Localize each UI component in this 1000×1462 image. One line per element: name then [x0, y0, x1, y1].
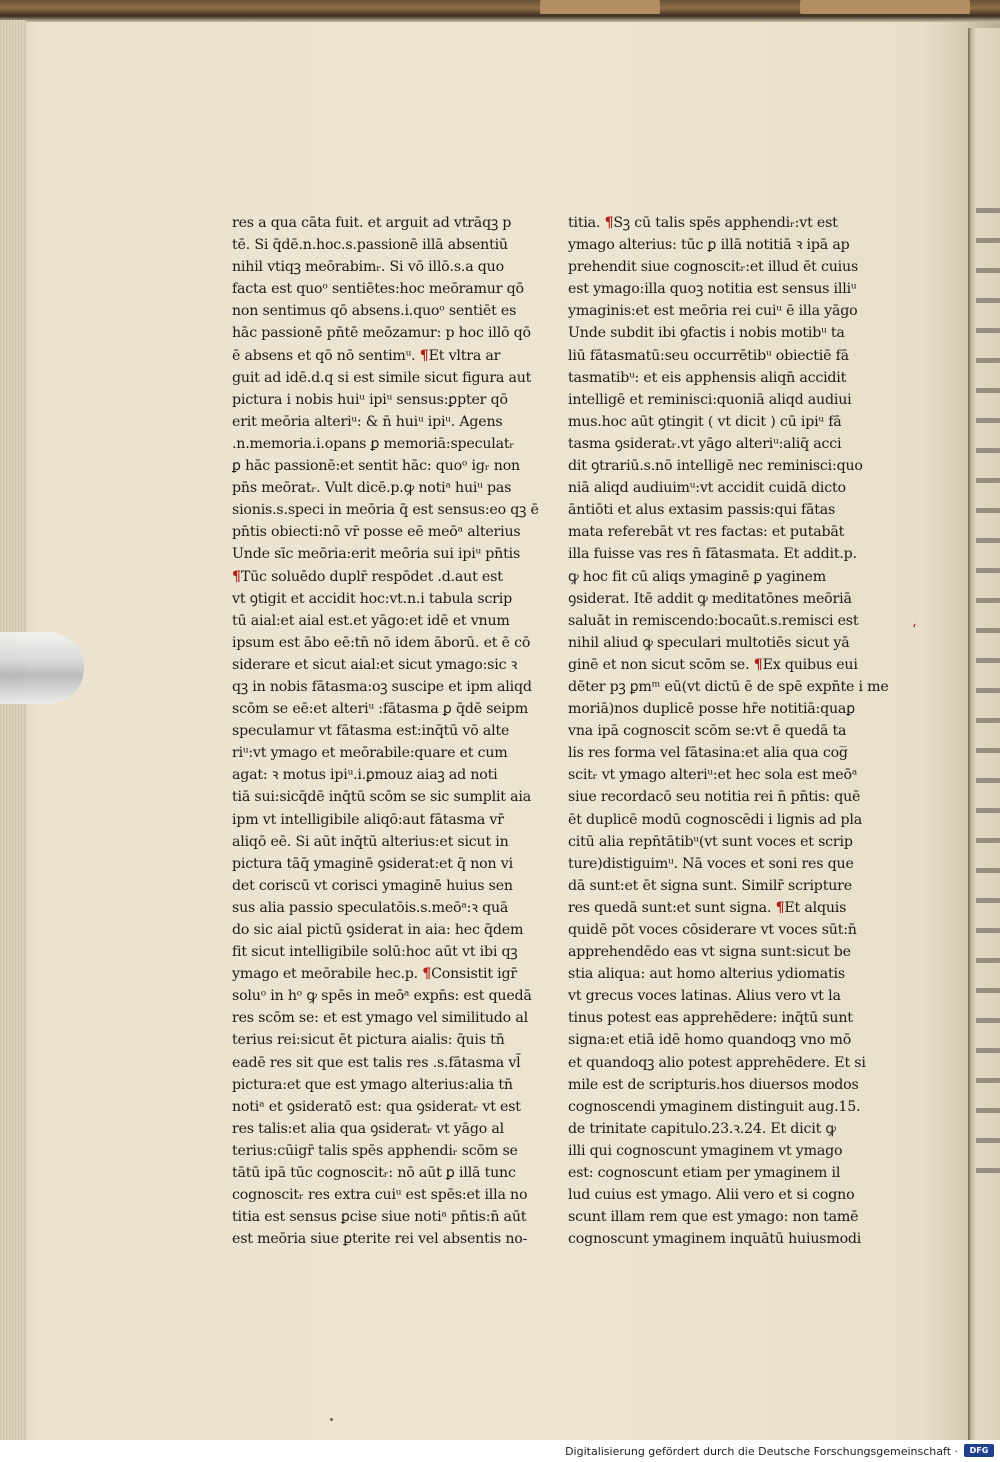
binding-tab [540, 0, 660, 14]
facing-text-fragment [976, 238, 1000, 243]
text-line: facta est quoᵒ sentiētes:hoc meōramur qō [232, 281, 524, 298]
text-line: lud cuius est ymago. Alii vero et si cogno [568, 1187, 855, 1204]
text-line: nihil aliud ꝙ speculari multotiēs sicut yā [568, 634, 850, 651]
digitization-footer [0, 1440, 1000, 1462]
text-line: tasmatibᵘ: et eis apphensis aliqn̄ accidit [568, 369, 847, 386]
text-line: det coriscū vt corisci ymaginē huius sen [232, 877, 513, 894]
text-line: qꝫ in nobis fātasma:oꝫ suscipe et ipm aliqd [232, 678, 532, 695]
rubric-margin-mark: ‘ [912, 622, 917, 638]
text-line: vna ipā cognoscit scōm se:vt ē quedā ta [568, 723, 847, 740]
facing-text-fragment [976, 658, 1000, 663]
text-line: terius rei:sicut ēt pictura aialis: q̄uis tn̄ [232, 1032, 505, 1049]
text-line: fit sicut intelligibile solū:hoc aūt vt ibi qꝫ [232, 944, 518, 961]
text-line: stia aliqua: aut homo alterius ydiomatis [568, 966, 845, 983]
text-line: mata referebāt vt res factas: et putabāt [568, 524, 845, 541]
dfg-logo: DFG [964, 1444, 994, 1457]
text-line: dēter pꝫ ꝑmᵐ eū(vt dictū ē de spē expn̄te i me [568, 678, 889, 695]
facing-text-fragment [976, 688, 1000, 693]
text-line: cognoscunt ymaginem inquātū huiusmodi [568, 1231, 862, 1248]
text-line: ē absens et qō nō sentimᵘ. ¶Et vltra ar [232, 347, 501, 364]
facing-text-fragment [976, 598, 1000, 603]
facing-text-fragment [976, 538, 1000, 543]
text-line: res scōm se: et est ymago vel similitudo al [232, 1010, 528, 1027]
text-line: lis res forma vel fātasina:et alia qua cog̅ [568, 745, 848, 762]
text-line: res talis:et alia qua ꝯsideratᵣ vt yāgo al [232, 1120, 504, 1137]
binding-tab [800, 0, 970, 14]
text-line: scōm se eē:et alteriᵘ :fātasma ꝑ q̄dē seipm [232, 701, 528, 718]
facing-text-fragment [976, 1048, 1000, 1053]
text-line: ymago et meōrabile hec.p. ¶Consistit igr̄ [232, 966, 517, 983]
facing-text-fragment [976, 388, 1000, 393]
facing-text-fragment [976, 898, 1000, 903]
facing-text-fragment [976, 1078, 1000, 1083]
text-line: nihil vtiqꝫ meōrabimᵣ. Si vō illō.s.a quo [232, 259, 504, 276]
text-line: pn̄tis obiecti:nō vr̄ posse eē meōᵃ alterius [232, 524, 521, 541]
text-line: saluāt in remiscendo:bocaūt.s.remisci est [568, 612, 859, 629]
text-line: niā aliqd audiuimᵘ:vt accidit cuidā dicto [568, 480, 846, 497]
facing-text-fragment [976, 358, 1000, 363]
text-line: vt ꝯtigit et accidit hoc:vt.n.i tabula scrip [232, 590, 512, 607]
page-speck [330, 1418, 333, 1421]
text-line: est ymago:illa quoꝫ notitia est sensus illiᵘ [568, 281, 857, 298]
text-line: moriā)nos duplicē posse hr̄e notitiā:quaꝑ [568, 701, 856, 718]
text-line: cognoscitᵣ res extra cuiᵘ est spēs:et illa no [232, 1187, 528, 1204]
text-line: ꝙ hoc fit cū aliqs ymaginē ꝑ yaginem [568, 568, 827, 585]
page-clamp [0, 632, 84, 704]
text-line: ꝯsiderat. Itē addit ꝙ meditatōnes meōriā [568, 590, 852, 607]
text-line: titia. ¶Sꝫ cū talis spēs apphendiᵣ:vt est [568, 215, 838, 231]
facing-text-fragment [976, 628, 1000, 633]
text-line: siderare et sicut aial:et sicut ymago:sic ꝛ [232, 656, 518, 673]
facing-text-fragment [976, 748, 1000, 753]
facing-text-fragment [976, 778, 1000, 783]
text-line: scunt illam rem que est ymago: non tamē [568, 1209, 859, 1226]
text-line: tinus potest eas apprehēdere: inq̄tū sunt [568, 1010, 853, 1027]
facing-text-fragment [976, 718, 1000, 723]
text-line: titia est sensus ꝑcise siue notiᵃ pn̄tis:n̄ aūt [232, 1209, 527, 1226]
facing-text-fragment [976, 958, 1000, 963]
text-line: sus alia passio speculatōis.s.meōᵃ:ꝛ quā [232, 899, 509, 916]
text-line: do sic aial pictū ꝯsiderat in aia: hec q̄dem [232, 922, 524, 938]
facing-text-fragment [976, 808, 1000, 813]
text-line: tē. Si q̄dē.n.hoc.s.passionē illā absentiū [232, 237, 508, 254]
text-line: ture)distiguimᵘ. Nā voces et soni res que [568, 855, 854, 872]
facing-text-fragment [976, 868, 1000, 873]
text-line: terius:cūigr̄ talis spēs apphendiᵣ scōm se [232, 1142, 518, 1159]
text-line: res quedā sunt:et sunt signa. ¶Et alquis [568, 899, 847, 916]
text-line: tātū ipā tūc cognoscitᵣ: nō aūt ꝑ illā tunc [232, 1165, 516, 1182]
text-line: tū aial:et aial est.et yāgo:et idē et vnum [232, 612, 510, 629]
text-line: ipm vt intelligibile aliqō:aut fātasma vr̄ [232, 811, 504, 828]
facing-text-fragment [976, 328, 1000, 333]
text-line: citū alia repn̄tātibᵘ(vt sunt voces et scrip [568, 833, 853, 850]
facing-text-fragment [976, 478, 1000, 483]
text-line: pictura i nobis huiᵘ ipiᵘ sensus:ꝑpter qō [232, 391, 508, 408]
text-line: hāc passionē pn̄tē meōzamur: p hoc illō qō [232, 325, 531, 342]
text-line: ipsum est ābo eē:tn̄ nō idem āborū. et ē cō [232, 634, 531, 651]
text-line: eadē res sit que est talis res .s.fātasma vl̄ [232, 1054, 521, 1071]
text-line: de trinitate capitulo.23.ꝛ.24. Et dicit ꝙ [568, 1120, 836, 1137]
left-text-column [232, 212, 572, 1250]
text-line: guit ad idē.d.q si est simile sicut figura aut [232, 369, 532, 386]
text-line: est: cognoscunt etiam per ymaginem il [568, 1165, 841, 1182]
text-line: erit meōria alteriᵘ: & n̄ huiᵘ ipiᵘ. Agens [232, 413, 503, 430]
facing-text-fragment [976, 268, 1000, 273]
text-line: signa:et etiā idē homo quandoqꝫ vno mō [568, 1032, 852, 1049]
text-line: tasma ꝯsideratᵣ.vt yāgo alteriᵘ:aliq̄ acci [568, 435, 842, 452]
text-line: ymago alterius: tūc ꝑ illā notitiā ꝛ ipā ap [568, 237, 850, 254]
text-line: ꝑ hāc passionē:et sentit hāc: quoᵒ igᵣ non [232, 458, 520, 475]
text-line: vt grecus voces latinas. Alius vero vt la [568, 988, 841, 1005]
facing-page-edge [968, 28, 1000, 1440]
text-line: ¶Tūc soluēdo duplr̄ respōdet .d.aut est [232, 568, 503, 585]
facing-text-fragment [976, 418, 1000, 423]
text-line: liū fātasmatū:seu occurrētibᵘ obiectiē fā [568, 347, 849, 364]
text-line: agat: ꝛ motus ipiᵘ.i.ꝑmouz aiaꝫ ad noti [232, 767, 498, 784]
text-line: mus.hoc aūt ꝯtingit ( vt dicit ) cū ipiᵘ fā [568, 413, 842, 430]
text-line: riᵘ:vt ymago et meōrabile:quare et cum [232, 745, 508, 762]
text-line: aliqō eē. Si aūt inq̄tū alterius:et sicut in [232, 833, 509, 850]
text-line: ginē et non sicut scōm se. ¶Ex quibus eui [568, 656, 858, 673]
text-line: tiā sui:sicq̄dē inq̄tū scōm se sic sumplit aia [232, 789, 531, 806]
right-text-column [568, 212, 908, 1250]
facing-text-fragment [976, 568, 1000, 573]
text-line: cognoscendi ymaginem distinguit aug.15. [568, 1098, 861, 1115]
text-line: mile est de scripturis.hos diuersos modos [568, 1076, 859, 1093]
facing-text-fragment [976, 208, 1000, 213]
text-line: dit ꝯtrariū.s.nō intelligē nec reminisci:quo [568, 458, 863, 475]
facing-text-fragment [976, 838, 1000, 843]
text-line: scitᵣ vt ymago alteriᵘ:et hec sola est meōᵃ [568, 767, 858, 784]
text-line: pn̄s meōratᵣ. Vult dicē.p.ꝙ notiᵃ huiᵘ pas [232, 480, 512, 497]
text-line: .n.memoria.i.opans ꝑ memoriā:speculatᵣ [232, 435, 515, 452]
text-line: Unde sīc meōria:erit meōria sui ipiᵘ pn̄tis [232, 546, 521, 563]
facing-text-fragment [976, 1018, 1000, 1023]
text-line: pictura tāq̄ ymaginē ꝯsiderat:et q̄ non vi [232, 855, 513, 872]
text-line: illi qui cognoscunt ymaginem vt ymago [568, 1142, 843, 1159]
text-line: siue recordacō seu notitia rei n̄ pn̄tis: quē [568, 789, 861, 806]
text-line: et quandoqꝫ alio potest apprehēdere. Et si [568, 1054, 866, 1071]
text-line: speculamur vt fātasma est:inq̄tū vō alte [232, 723, 510, 740]
text-line: Unde subdit ibi ꝯfactis i nobis motibᵘ ta [568, 325, 845, 342]
text-line: pictura:et que est ymago alterius:alia tn̄ [232, 1076, 513, 1093]
facing-text-fragment [976, 988, 1000, 993]
facing-text-fragment [976, 1108, 1000, 1113]
text-line: ymaginis:et est meōria rei cuiᵘ ē illa yāgo [568, 303, 858, 320]
text-line: quidē pōt voces cōsiderare vt voces sūt:n̄ [568, 922, 857, 938]
text-line: non sentimus qō absens.i.quoᵒ sentiēt es [232, 303, 517, 320]
text-line: res a qua cāta fuit. et arguit ad vtrāqꝫ p [232, 215, 512, 231]
book-top-edge [0, 0, 1000, 22]
text-line: ēt duplicē modū cognoscēdi i lignis ad pla [568, 811, 862, 828]
text-line: dā sunt:et ēt signa sunt. Similr̄ scripture [568, 877, 852, 894]
text-line: āntiōti et alus extasim passis:qui fātas [568, 502, 836, 519]
text-line: intelligē et reminisci:quoniā aliqd audiui [568, 391, 852, 408]
facing-text-fragment [976, 448, 1000, 453]
text-line: est meōria siue ꝑterite rei vel absentis no- [232, 1231, 528, 1248]
text-line: apprehendēdo eas vt signa sunt:sicut be [568, 944, 851, 961]
funding-credit: Digitalisierung gefördert durch die Deutsche Forschungsgemeinschaft · [565, 1445, 958, 1458]
facing-text-fragment [976, 1138, 1000, 1143]
text-line: notiᵃ et ꝯsideratō est: qua ꝯsideratᵣ vt est [232, 1098, 521, 1115]
page-leaves-edge [0, 20, 26, 1440]
facing-text-fragment [976, 928, 1000, 933]
text-line: prehendit siue cognoscitᵣ:et illud ēt cuius [568, 259, 859, 276]
text-line: soluᵒ in hᵒ ꝙ spēs in meōᵃ expn̄s: est quedā [232, 988, 532, 1005]
facing-text-fragment [976, 298, 1000, 303]
facing-text-fragment [976, 1168, 1000, 1173]
facing-text-fragment [976, 508, 1000, 513]
text-line: illa fuisse vas res n̄ fātasmata. Et addit.p. [568, 546, 857, 563]
text-line: sionis.s.speci in meōria q̄ est sensus:eo qꝫ ē [232, 502, 539, 519]
